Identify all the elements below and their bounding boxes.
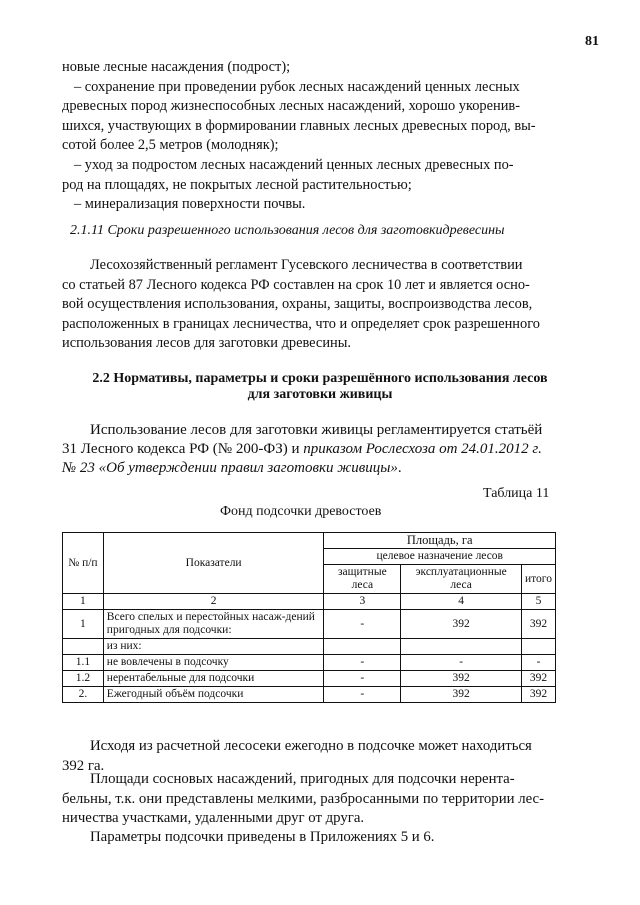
- text-line: Параметры подсочки приведены в Приложениях 5 и 6.: [90, 829, 435, 845]
- header-indicators: Показатели: [103, 533, 324, 594]
- text-line: древесных пород жизнеспособных лесных насаждений, хорошо укоренив-: [62, 98, 520, 115]
- text-line: сотой более 2,5 метров (молодняк);: [62, 137, 279, 154]
- order-reference: приказом Рослесхоза от 24.01.2012 г.: [303, 441, 542, 457]
- column-number: 5: [522, 594, 556, 610]
- header-protective: защитные леса: [324, 565, 401, 594]
- list-item: – уход за подростом лесных насаждений ценных лесных древесных по-: [74, 156, 514, 173]
- row-protective: [324, 639, 401, 655]
- text-line: Площади сосновых насаждений, пригодных для подсочки нерента-: [90, 771, 515, 787]
- column-number: 1: [63, 594, 104, 610]
- row-exploitation: 392: [401, 687, 522, 703]
- table-row: [63, 639, 556, 655]
- text-line: со статьей 87 Лесного кодекса РФ составлен на срок 10 лет и является осно-: [62, 276, 530, 293]
- table-column-numbers-row: [63, 594, 556, 610]
- section-title-line: для заготовки живицы: [247, 387, 393, 402]
- row-label: не вовлечены в подсочку: [103, 655, 324, 671]
- list-item: – минерализация поверхности почвы.: [74, 196, 306, 213]
- table-header-row: [63, 533, 556, 549]
- top-list-block: [62, 58, 556, 215]
- row-total: -: [522, 655, 556, 671]
- table-row: [63, 671, 556, 687]
- table-caption: Фонд подсочки древостоев: [220, 504, 382, 519]
- row-exploitation: 392: [401, 671, 522, 687]
- row-protective: -: [324, 655, 401, 671]
- row-label: из них:: [103, 639, 324, 655]
- header-exploitation: эксплуатационные леса: [401, 565, 522, 594]
- table-row: [63, 610, 556, 639]
- text-line: 392 га.: [62, 757, 105, 774]
- page-number: 81: [585, 34, 599, 49]
- bottom-paragraph-2: [62, 770, 556, 829]
- list-item: – сохранение при проведении рубок лесных насаждений ценных лесных: [74, 78, 520, 95]
- text-line: Лесохозяйственный регламент Гусевского лесничества в соответствии: [90, 257, 523, 273]
- text-line: [62, 459, 556, 478]
- row-label: Ежегодный объём подсочки: [103, 687, 324, 703]
- text-line: род на площадях, не покрытых лесной растительностью;: [62, 176, 412, 193]
- header-area: Площадь, га: [324, 533, 556, 549]
- column-number: 2: [103, 594, 324, 610]
- row-num: 2.: [63, 687, 104, 703]
- punctuation: .: [397, 460, 402, 476]
- order-title: № 23 «Об утверждении правил заготовки живицы»: [62, 460, 398, 476]
- text-line: бельны, т.к. они представлены мелкими, разбросанными по территории лес-: [62, 790, 545, 807]
- row-total: 392: [522, 671, 556, 687]
- column-number: 3: [324, 594, 401, 610]
- header-purpose: целевое назначение лесов: [324, 549, 556, 565]
- column-number: 4: [401, 594, 522, 610]
- row-protective: -: [324, 687, 401, 703]
- row-exploitation: [401, 639, 522, 655]
- row-total: [522, 639, 556, 655]
- text-line: использования лесов для заготовки древесины.: [62, 335, 351, 352]
- text-line: вой осуществления использования, охраны, защиты, воспроизводства лесов,: [62, 296, 533, 313]
- regulation-paragraph: [62, 256, 556, 354]
- table-row: [63, 687, 556, 703]
- text-line: Исходя из расчетной лесосеки ежегодно в подсочке может находиться: [90, 738, 532, 754]
- text-line: ничества участками, удаленными друг от друга.: [62, 810, 365, 827]
- table-label: Таблица 11: [483, 486, 550, 501]
- table-row: [63, 655, 556, 671]
- section-2-2-heading: [40, 371, 600, 403]
- row-exploitation: 392: [401, 610, 522, 639]
- row-num: 1.1: [63, 655, 104, 671]
- row-exploitation: -: [401, 655, 522, 671]
- row-total: 392: [522, 687, 556, 703]
- text-line: шихся, участвующих в формировании главных лесных древесных пород, вы-: [62, 117, 536, 134]
- row-num: 1.2: [63, 671, 104, 687]
- row-num: [63, 639, 104, 655]
- text-line: Использование лесов для заготовки живицы регламентируется статьёй: [90, 422, 543, 438]
- section-title-line: 2.2 Нормативы, параметры и сроки разрешённого использования лесов: [92, 371, 548, 386]
- subheading-2-1-11: 2.1.11 Сроки разрешенного использования лесов для заготовкидревесины: [70, 223, 505, 238]
- row-total: 392: [522, 610, 556, 639]
- row-label: нерентабельные для подсочки: [103, 671, 324, 687]
- text-line: [62, 440, 556, 459]
- bottom-paragraph-3: [62, 828, 556, 848]
- row-protective: -: [324, 610, 401, 639]
- row-protective: -: [324, 671, 401, 687]
- row-num: 1: [63, 610, 104, 639]
- header-total: итого: [522, 565, 556, 594]
- text-line: новые лесные насаждения (подрост);: [62, 59, 291, 75]
- header-num: № п/п: [63, 533, 104, 594]
- text-line: расположенных в границах лесничества, что и определяет срок разрешенного: [62, 315, 540, 332]
- resin-paragraph: [62, 421, 556, 478]
- text-plain: 31 Лесного кодекса РФ (№ 200-ФЗ) и: [62, 441, 304, 457]
- row-label: Всего спелых и перестойных насаж-дений пригодных для подсочки:: [103, 610, 324, 639]
- forest-resin-table: [62, 532, 556, 703]
